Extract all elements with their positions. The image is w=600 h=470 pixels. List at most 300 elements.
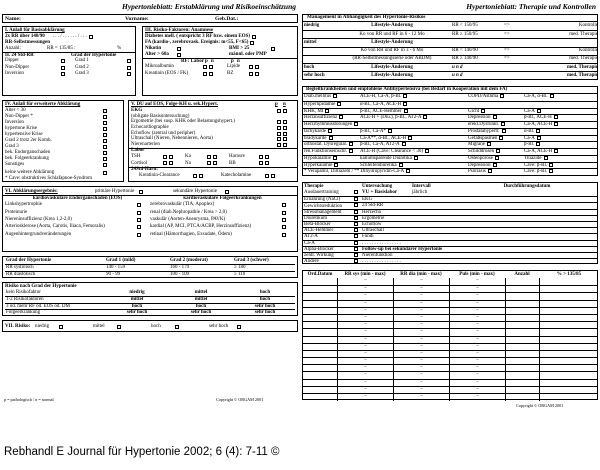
log-cell[interactable]: – (393, 358, 449, 365)
checkbox-ka-p[interactable] (207, 155, 211, 159)
checkbox-kat-n[interactable] (271, 174, 275, 178)
checkbox-comorb-5-3[interactable] (536, 129, 540, 133)
checkbox-grad1[interactable] (127, 59, 131, 63)
checkbox-erweitert-4[interactable] (103, 133, 107, 137)
section-du-eos (128, 100, 298, 182)
therapy-cell (303, 210, 361, 216)
log-cell[interactable] (539, 394, 599, 401)
log-cell[interactable] (539, 365, 599, 372)
log-cell[interactable]: – (337, 301, 393, 308)
log-cell[interactable] (303, 293, 337, 300)
log-cell[interactable]: – (449, 308, 505, 315)
mgmt-cell: mittel (304, 40, 317, 46)
grad1-label: Grad 1 (75, 58, 89, 64)
log-cell[interactable] (539, 293, 599, 300)
mgmt-cell: => (504, 23, 510, 29)
checkbox-du-n-2[interactable] (283, 120, 287, 124)
checkbox-krea-n[interactable] (209, 72, 213, 76)
checkbox-comorb-8-3[interactable] (554, 149, 558, 153)
log-cell[interactable]: – (393, 315, 449, 322)
checkbox-comorb-11-3[interactable] (549, 169, 553, 173)
checkbox-col1-0[interactable] (137, 203, 141, 207)
comorb-cell (523, 163, 593, 169)
log-cell[interactable] (303, 351, 337, 358)
log-cell[interactable] (539, 380, 599, 387)
checkbox-non-dipper[interactable] (61, 66, 65, 70)
checkbox-du-p-0[interactable] (277, 109, 281, 113)
log-cell[interactable]: – (337, 315, 393, 322)
checkbox-therapy-5[interactable] (354, 222, 358, 226)
checkbox-bz-n[interactable] (255, 72, 259, 76)
checkbox-bz-p[interactable] (249, 72, 253, 76)
log-cell[interactable]: – (449, 380, 505, 387)
checkbox-comorb-8-2[interactable] (496, 149, 500, 153)
comorb-cell (467, 109, 523, 115)
comorb-text: Prostatahypertr. (468, 128, 500, 134)
log-cell[interactable] (303, 387, 337, 394)
log-cell[interactable]: – (393, 329, 449, 336)
checkbox-harnsre-p[interactable] (259, 155, 263, 159)
log-cell[interactable]: – (449, 322, 505, 329)
checkbox-du-n-6[interactable] (283, 143, 287, 147)
log-cell[interactable]: – (337, 351, 393, 358)
checkbox-comorb-7-3[interactable] (536, 142, 540, 146)
log-head-cell: % > 135/85 (556, 271, 582, 277)
comorb-cell (303, 163, 359, 169)
checkbox-primary[interactable] (139, 190, 143, 194)
log-cell[interactable]: – (449, 344, 505, 351)
checkbox-rf-nikotin[interactable] (177, 47, 181, 51)
log-cell[interactable] (539, 286, 599, 293)
checkbox-comorb-0-3[interactable] (550, 94, 554, 98)
checkbox-therapy-0[interactable] (354, 190, 358, 194)
therapy-item: Ausdauertraining (304, 190, 339, 196)
log-cell[interactable] (539, 322, 599, 329)
checkbox-comorb-6-1[interactable] (408, 136, 412, 140)
checkbox-erweitert-1[interactable] (103, 115, 107, 119)
checkbox-du-p-3[interactable] (277, 126, 281, 130)
log-cell[interactable]: – (449, 351, 505, 358)
untersuchung-item: Ergometrie (362, 215, 385, 221)
comorb-text: Ca-A (524, 108, 535, 114)
comorb-text: Gefäßspasmen (468, 135, 498, 141)
checkbox-col2-4[interactable] (282, 233, 286, 237)
checkbox-harnsre-n[interactable] (265, 155, 269, 159)
comorb-text: Ca-A, ACE-H (524, 122, 553, 128)
checkbox-na-p[interactable] (207, 161, 211, 165)
log-cell[interactable] (303, 308, 337, 315)
mgmt-cell: RR < 150/95 (452, 23, 478, 29)
checkbox-rf-diabetes[interactable] (252, 35, 256, 39)
log-cell[interactable] (303, 301, 337, 308)
log-cell[interactable] (303, 337, 337, 344)
risk-option-niedrig: niedrig (35, 323, 50, 329)
checkbox-bb-p[interactable] (259, 161, 263, 165)
checkbox-mikro-n[interactable] (209, 65, 213, 69)
checkbox-comorb-9-3[interactable] (544, 156, 548, 160)
checkbox-comorb-0-0[interactable] (333, 94, 337, 98)
checkbox-comorb-2-3[interactable] (537, 109, 541, 113)
checkbox-erweitert-8[interactable] (103, 157, 107, 161)
log-cell[interactable] (505, 322, 539, 329)
log-cell[interactable]: – (393, 394, 449, 401)
checkbox-therapy-7[interactable] (354, 234, 358, 238)
checkbox-comorb-5-0[interactable] (328, 129, 332, 133)
comorb-text: ACE-H (Cave: Clearance < 30) (360, 149, 424, 155)
log-cell[interactable] (505, 344, 539, 351)
log-cell[interactable] (539, 387, 599, 394)
checkbox-therapy-6[interactable] (354, 228, 358, 232)
comorb-cell (467, 163, 523, 169)
log-cell[interactable]: – (337, 322, 393, 329)
log-cell[interactable]: – (337, 358, 393, 365)
log-cell[interactable]: – (337, 387, 393, 394)
log-cell[interactable]: – (393, 365, 449, 372)
log-cell[interactable]: – (393, 286, 449, 293)
checkbox-erweitert-2[interactable] (103, 121, 107, 125)
log-row (303, 292, 597, 299)
checkbox-comorb-2-2[interactable] (481, 109, 485, 113)
log-cell[interactable]: – (393, 380, 449, 387)
log-cell[interactable]: – (393, 351, 449, 358)
therapy-cell (303, 253, 361, 259)
checkbox-comorb-7-1[interactable] (402, 142, 406, 146)
checkbox-comorb-3-2[interactable] (493, 115, 497, 119)
checkbox-comorb-10-2[interactable] (493, 163, 497, 167)
log-cell[interactable]: – (449, 365, 505, 372)
checkbox-secondary[interactable] (225, 190, 229, 194)
log-cell[interactable] (539, 351, 599, 358)
checkbox-kat-p[interactable] (265, 174, 269, 178)
comorb-row (303, 121, 597, 128)
log-cell[interactable]: – (449, 358, 505, 365)
comorb-row (303, 162, 597, 169)
log-cell[interactable]: – (393, 278, 449, 285)
checkbox-du-p-2[interactable] (277, 120, 281, 124)
log-cell[interactable] (505, 351, 539, 358)
lab-harnsre: Harnsre (229, 154, 245, 160)
checkbox-comorb-0-2[interactable] (500, 94, 504, 98)
log-cell[interactable] (505, 372, 539, 379)
checkbox-therapy-10[interactable] (354, 253, 358, 257)
checkbox-bb-n[interactable] (265, 161, 269, 165)
checkbox-comorb-0-1[interactable] (403, 94, 407, 98)
checkbox-erweitert-6[interactable] (103, 145, 107, 149)
comorb-row (303, 128, 597, 135)
checkbox-erweitert-3[interactable] (103, 127, 107, 131)
checkbox-comorb-4-2[interactable] (501, 122, 505, 126)
checkbox-comorb-10-1[interactable] (399, 163, 403, 167)
comorb-text: Thiazide (524, 155, 542, 161)
comorb-cell (359, 102, 467, 108)
checkbox-comorb-7-2[interactable] (487, 142, 491, 146)
log-cell[interactable] (303, 394, 337, 401)
log-cell[interactable]: – (337, 380, 393, 387)
checkbox-risk-mittel[interactable] (117, 325, 121, 329)
checkbox-comorb-4-0[interactable] (354, 122, 358, 126)
checkbox-du-p-5[interactable] (277, 137, 281, 141)
risk-row (5, 303, 295, 309)
log-cell[interactable] (303, 329, 337, 336)
checkbox-tsh-p[interactable] (163, 155, 167, 159)
log-cell[interactable]: – (393, 322, 449, 329)
checkbox-comorb-3-3[interactable] (554, 115, 558, 119)
mgmt-cell: niedrig (304, 23, 320, 29)
checkbox-col2-2[interactable] (282, 218, 286, 222)
checkbox-comorb-1-1[interactable] (403, 102, 407, 106)
log-cell[interactable]: – (337, 365, 393, 372)
log-cell[interactable]: – (449, 278, 505, 285)
log-cell[interactable] (505, 293, 539, 300)
log-cell[interactable]: – (449, 293, 505, 300)
section-erweiterte-abklaerung (2, 100, 124, 182)
checkbox-erweitert-7[interactable] (103, 151, 107, 155)
comorb-text: Schilddrüsen (468, 149, 495, 155)
risk-cell: sehr hoch (126, 310, 148, 316)
mgmt-cell: => (504, 48, 510, 54)
checkbox-cortisol-n[interactable] (169, 161, 173, 165)
checkbox-therapy-11[interactable] (354, 259, 358, 263)
checkbox-grad2[interactable] (127, 66, 131, 70)
checkbox-comorb-5-2[interactable] (502, 129, 506, 133)
checkbox-therapy-8[interactable] (354, 241, 358, 245)
grad-table-head-2: Grad 2 (moderat) (170, 258, 208, 264)
checkbox-lipide-p[interactable] (249, 65, 253, 69)
checkbox-keine-abklaerung[interactable] (103, 171, 107, 175)
checkbox-comorb-10-3[interactable] (549, 163, 553, 167)
log-cell[interactable] (539, 301, 599, 308)
log-cell[interactable] (505, 315, 539, 322)
log-cell[interactable]: – (337, 293, 393, 300)
checkbox-col1-2[interactable] (137, 218, 141, 222)
mgmt-cell: Lifestyle-Änderung (371, 40, 413, 46)
log-cell[interactable]: – (449, 372, 505, 379)
log-cell[interactable] (505, 329, 539, 336)
log-cell[interactable]: – (337, 337, 393, 344)
checkbox-clearance-n[interactable] (199, 174, 203, 178)
log-cell[interactable]: – (393, 344, 449, 351)
log-cell[interactable] (505, 337, 539, 344)
log-cell[interactable] (539, 344, 599, 351)
checkbox-grad3[interactable] (127, 72, 131, 76)
checkbox-therapy-4[interactable] (354, 216, 358, 220)
section-4-heading: IV. Anlaß für erweiterte Abklärung (5, 102, 81, 108)
therapy-item: zentr. Wirkung (304, 253, 334, 259)
lab-bb: BB (229, 160, 236, 166)
checkbox-clearance-p[interactable] (193, 174, 197, 178)
log-cell[interactable]: – (449, 286, 505, 293)
checkbox-comorb-9-1[interactable] (414, 156, 418, 160)
log-cell[interactable]: – (393, 301, 449, 308)
checkbox-comorb-3-0[interactable] (339, 115, 343, 119)
checkbox-comorb-10-0[interactable] (334, 163, 338, 167)
log-cell[interactable]: – (337, 329, 393, 336)
mgmt-cell: med. Therapie (566, 72, 598, 78)
checkbox-erweitert-5[interactable] (103, 139, 107, 143)
log-cell[interactable]: – (393, 337, 449, 344)
checkbox-comorb-1-0[interactable] (337, 102, 341, 106)
checkbox-col2-3[interactable] (282, 225, 286, 229)
mgmt-cell: sehr hoch (304, 72, 325, 78)
section-6-heading: VI. Abklärungsergebnis: (5, 188, 58, 194)
log-cell[interactable]: – (449, 387, 505, 394)
log-cell[interactable] (505, 394, 539, 401)
log-cell[interactable] (303, 372, 337, 379)
checkbox-risk-sehr-hoch[interactable] (237, 325, 241, 329)
checkbox-ka-n[interactable] (213, 155, 217, 159)
log-cell[interactable]: – (393, 372, 449, 379)
comorb-cell (303, 129, 359, 135)
checkbox-comorb-8-0[interactable] (349, 149, 353, 153)
checkbox-dipper[interactable] (61, 59, 65, 63)
checkbox-mikro-p[interactable] (203, 65, 207, 69)
log-cell[interactable] (303, 315, 337, 322)
checkbox-therapy-2[interactable] (354, 203, 358, 207)
log-cell[interactable] (303, 344, 337, 351)
checkbox-na-n[interactable] (213, 161, 217, 165)
log-cell[interactable] (539, 337, 599, 344)
log-cell[interactable]: – (393, 387, 449, 394)
ergebnis-row (150, 231, 295, 238)
log-cell[interactable] (303, 358, 337, 365)
log-cell[interactable] (505, 387, 539, 394)
log-cell[interactable]: – (337, 394, 393, 401)
grad-table-head-0: Grad der Hypertonie (6, 258, 52, 264)
grad2-label: Grad 2 (75, 64, 89, 70)
log-cell[interactable]: – (449, 394, 505, 401)
checkbox-lipide-n[interactable] (255, 65, 259, 69)
checkbox-therapy-1[interactable] (354, 197, 358, 201)
checkbox-rf-alter[interactable] (177, 53, 181, 57)
checkbox-col1-4[interactable] (137, 233, 141, 237)
checkbox-basis-1[interactable] (89, 35, 93, 39)
comorb-text: β-Bl., ACE-H (524, 115, 552, 121)
erweitert-item: Sonstiges (5, 162, 25, 168)
ergebnis-item: retinal (Hämorrhagien, Exsudate, Ödem) (150, 231, 232, 237)
checkbox-inversion[interactable] (61, 72, 65, 76)
log-cell[interactable] (539, 315, 599, 322)
log-cell[interactable] (505, 301, 539, 308)
grad-row-dia-1: 90 - 99 (106, 271, 121, 277)
log-cell[interactable] (505, 286, 539, 293)
therapy-item: Ernährung (NaCl) (304, 197, 341, 203)
checkbox-comorb-6-0[interactable] (329, 136, 333, 140)
log-cell[interactable] (505, 278, 539, 285)
checkbox-tsh-n[interactable] (169, 155, 173, 159)
checkbox-erweitert-9[interactable] (103, 163, 107, 167)
log-cell[interactable] (303, 365, 337, 372)
log-cell[interactable] (539, 372, 599, 379)
checkbox-erweitert-0[interactable] (103, 109, 107, 113)
log-cell[interactable]: – (337, 286, 393, 293)
comorb-row (303, 108, 597, 115)
checkbox-comorb-2-1[interactable] (404, 109, 408, 113)
checkbox-col1-1[interactable] (137, 211, 141, 215)
log-cell[interactable]: – (337, 372, 393, 379)
comorb-text: ren.Funktionseinschr. (304, 149, 348, 155)
checkbox-du-p-4[interactable] (277, 132, 281, 136)
checkbox-du-p-6[interactable] (277, 143, 281, 147)
checkbox-comorb-9-0[interactable] (333, 156, 337, 160)
checkbox-therapy-9[interactable] (354, 247, 358, 251)
lab-ka: Ka (185, 154, 191, 160)
checkbox-risk-hoch[interactable] (175, 325, 179, 329)
log-cell[interactable] (303, 278, 337, 285)
checkbox-col1-3[interactable] (137, 225, 141, 229)
log-cell[interactable] (303, 322, 337, 329)
checkbox-comorb-7-0[interactable] (349, 142, 353, 146)
log-cell[interactable] (505, 365, 539, 372)
checkbox-col2-0[interactable] (282, 203, 286, 207)
log-cell[interactable] (505, 380, 539, 387)
log-cell[interactable]: – (449, 315, 505, 322)
du-item: (obligate Basisuntersuchung) (131, 113, 190, 119)
therapy-cell (303, 247, 361, 253)
log-cell[interactable]: – (393, 308, 449, 315)
checkbox-du-n-4[interactable] (283, 132, 287, 136)
comorb-cell (359, 149, 467, 155)
checkbox-comorb-8-1[interactable] (425, 149, 429, 153)
log-cell[interactable]: – (393, 293, 449, 300)
checkbox-du-n-0[interactable] (283, 109, 287, 113)
log-cell[interactable]: – (449, 329, 505, 336)
checkbox-comorb-5-1[interactable] (388, 129, 392, 133)
log-cell[interactable]: – (449, 337, 505, 344)
ergebnis-row (150, 209, 295, 216)
log-cell[interactable]: – (449, 301, 505, 308)
log-cell[interactable]: – (337, 278, 393, 285)
checkbox-comorb-2-0[interactable] (325, 109, 329, 113)
log-cell[interactable]: – (337, 344, 393, 351)
checkbox-du-n-5[interactable] (283, 137, 287, 141)
checkbox-du-n-3[interactable] (283, 126, 287, 130)
ergebnis-row (5, 216, 150, 223)
log-cell[interactable] (539, 308, 599, 315)
log-cell[interactable] (303, 286, 337, 293)
mgmt-cell: Lifestyle-Änderung (371, 64, 413, 70)
rf-kreatinin: Kreatinin (EOS / FK) (145, 70, 189, 76)
log-cell[interactable] (539, 329, 599, 336)
mgmt-cell: RR ≥ 150/95 (452, 31, 478, 37)
log-cell[interactable] (303, 380, 337, 387)
mgmt-cell: (RR-Selbstmessungsserie oder ABDM) (352, 56, 432, 62)
checkbox-cortisol-p[interactable] (163, 161, 167, 165)
checkbox-comorb-4-3[interactable] (554, 122, 558, 126)
checkbox-comorb-3-1[interactable] (423, 115, 427, 119)
checkbox-comorb-11-2[interactable] (488, 169, 492, 173)
comorb-cell (303, 115, 359, 121)
checkbox-comorb-9-2[interactable] (495, 156, 499, 160)
checkbox-comorb-6-3[interactable] (537, 136, 541, 140)
checkbox-col2-1[interactable] (282, 211, 286, 215)
mgmt-cell: u n d (452, 72, 463, 78)
checkbox-therapy-3[interactable] (354, 210, 358, 214)
log-cell[interactable] (505, 358, 539, 365)
checkbox-rf-bmi[interactable] (271, 47, 275, 51)
rf-alter: Alter > 60a (145, 52, 169, 58)
log-cell[interactable] (505, 308, 539, 315)
checkbox-comorb-6-2[interactable] (499, 136, 503, 140)
checkbox-rf-fa[interactable] (250, 41, 254, 45)
log-cell[interactable]: – (337, 308, 393, 315)
log-cell[interactable] (539, 278, 599, 285)
log-cell[interactable] (539, 358, 599, 365)
intervall-cell[interactable] (411, 190, 455, 196)
checkbox-krea-p[interactable] (203, 72, 207, 76)
checkbox-comorb-11-0[interactable] (406, 169, 410, 173)
risk-option-hoch: hoch (151, 323, 161, 329)
checkbox-risk-niedrig[interactable] (59, 325, 63, 329)
